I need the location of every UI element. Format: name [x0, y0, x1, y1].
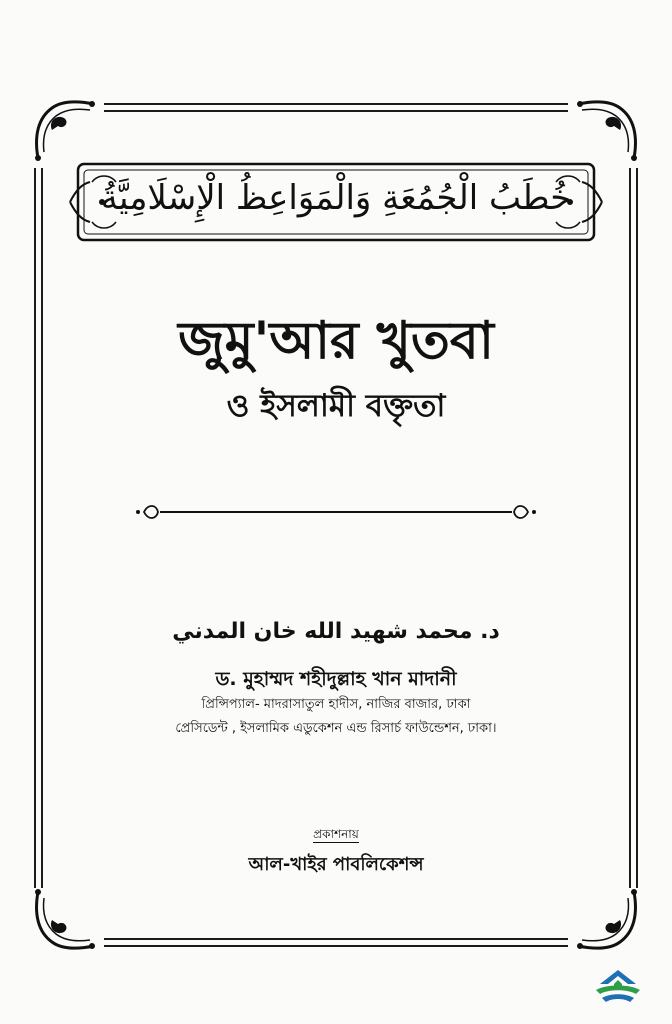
- author-arabic-name: د. محمد شهيد الله خان المدني: [172, 619, 500, 644]
- ornament-corner-icon: [572, 96, 642, 166]
- frame-left-line-inner: [41, 168, 43, 888]
- author-role-principal: প্রিন্সিপ্যাল- মাদরাসাতুল হাদীস, নাজির বাজার, ঢাকা: [201, 697, 471, 712]
- ornament-corner-icon: [572, 884, 642, 954]
- publisher-name: আল-খাইর পাবলিকেশন্স: [248, 854, 424, 875]
- author-bengali-name: ড. মুহাম্মদ শহীদুল্লাহ খান মাদানী: [215, 668, 457, 690]
- frame-right-line-outer: [629, 168, 631, 888]
- publisher-logo-icon: [592, 968, 644, 1006]
- frame-top-line-outer: [104, 103, 568, 105]
- frame-bottom-line-outer: [104, 938, 568, 940]
- frame-left-line-outer: [34, 168, 36, 888]
- ornament-corner-icon: [30, 884, 100, 954]
- publisher-label: [0, 824, 672, 844]
- arabic-title: خُطَبُ الْجُمُعَةِ وَالْمَوَاعِظُ الْإِسْلَامِيَّةُ: [100, 178, 572, 218]
- frame-top-line-inner: [104, 110, 568, 112]
- ornament-divider-icon: [136, 500, 536, 524]
- sub-title: ও ইসলামী বক্তৃতা: [226, 388, 446, 424]
- frame-right-line-inner: [636, 168, 638, 888]
- ornament-corner-icon: [30, 96, 100, 166]
- main-title: জুমু'আর খুতবা: [178, 311, 494, 371]
- publisher-label-text: প্রকাশনায়: [313, 827, 359, 841]
- frame-bottom-line-inner: [104, 945, 568, 947]
- author-role-president: প্রেসিডেন্ট , ইসলামিক এডুকেশন এন্ড রিসার্চ ফাউন্ডেশন, ঢাকা।: [175, 721, 497, 736]
